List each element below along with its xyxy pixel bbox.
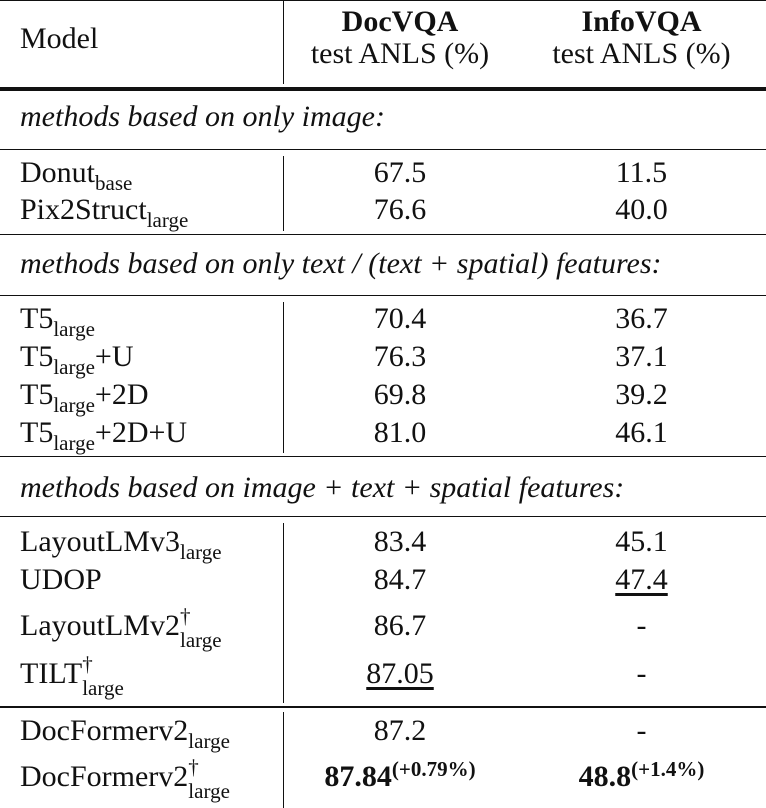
header-infovqa-title: InfoVQA — [581, 5, 702, 38]
section-rule-3a — [0, 516, 766, 517]
table-cell-docvqa: 83.4 — [373, 525, 427, 558]
header-infovqa-metric: test ANLS (%) — [552, 37, 731, 70]
table-row-model: UDOP — [20, 563, 102, 596]
table-cell-infovqa: 36.7 — [615, 302, 668, 335]
table-cell-docvqa: 76.6 — [373, 193, 427, 226]
section-title-multimodal: methods based on image + text + spatial features: — [20, 471, 625, 504]
table-row-model: DocFormerv2 † large — [20, 755, 230, 803]
section-rule-2b — [0, 456, 766, 457]
table-row-model: Donut$_{base}$ — [20, 156, 133, 195]
table-cell-docvqa: 86.7 — [373, 609, 427, 642]
table-cell-infovqa: 11.5 — [615, 156, 668, 189]
table-cell-docvqa: 87.05 — [366, 657, 434, 690]
table-cell-infovqa: 40.0 — [615, 193, 668, 226]
table-cell-infovqa: 39.2 — [615, 378, 668, 411]
table-cell-docvqa: 67.5 — [373, 156, 427, 189]
table-cell-infovqa: - — [636, 714, 647, 747]
table-cell-infovqa: - — [636, 657, 647, 690]
table-row-model: $T5_{large}+2D+U$ — [20, 416, 188, 455]
table-cell-infovqa: 37.1 — [615, 340, 668, 373]
header-model: Model — [20, 22, 99, 55]
table-cell-docvqa: 81.0 — [373, 416, 427, 449]
section-title-image: methods based on only image: — [20, 100, 385, 133]
table-row-model: $T5_{large}$ — [20, 302, 95, 341]
table-row-model: $T5_{large}+2D$ — [20, 378, 149, 417]
table-cell-docvqa: 84.7 — [373, 563, 427, 596]
header-docvqa — [283, 6, 517, 70]
header-rule — [0, 87, 766, 91]
section-rule-3b — [0, 706, 766, 708]
table-cell-docvqa: 76.3 — [373, 340, 427, 373]
header-docvqa-title: DocVQA — [341, 5, 459, 38]
table-cell-docvqa: 87.2 — [373, 714, 427, 747]
table-cell-infovqa: - — [636, 609, 647, 642]
table-row-model: LayoutLMv2 † large — [20, 604, 222, 652]
top-rule — [0, 0, 766, 1]
section-rule-1b — [0, 234, 766, 235]
table-cell-infovqa-best: $48.8^{(+1.4\%)}$ — [578, 757, 705, 793]
table-row-model: $T5_{large}+U$ — [20, 340, 134, 379]
table-cell-infovqa: 47.4 — [615, 563, 668, 596]
table-row-model: $DocFormerv2_{large}$ — [20, 714, 230, 753]
table-row-model: TILT † large — [20, 652, 124, 700]
header-infovqa — [517, 6, 766, 70]
header-docvqa-metric: test ANLS (%) — [310, 37, 490, 70]
section-title-text: methods based on only text / (text + spatial) features: — [20, 247, 662, 280]
table-cell-infovqa: 45.1 — [615, 525, 668, 558]
table-cell-infovqa: 46.1 — [615, 416, 668, 449]
section-rule-1a — [0, 149, 766, 150]
table-cell-docvqa: 69.8 — [373, 378, 427, 411]
table-row-model: $LayoutLMv3_{large}$ — [20, 525, 222, 564]
table-cell-docvqa-best: $87.84^{(+0.79\%)}$ — [324, 757, 476, 793]
section-rule-2a — [0, 295, 766, 296]
table-cell-docvqa: 70.4 — [373, 302, 427, 335]
table-row-model: Pix2Struct$_{large}$ — [20, 193, 189, 232]
